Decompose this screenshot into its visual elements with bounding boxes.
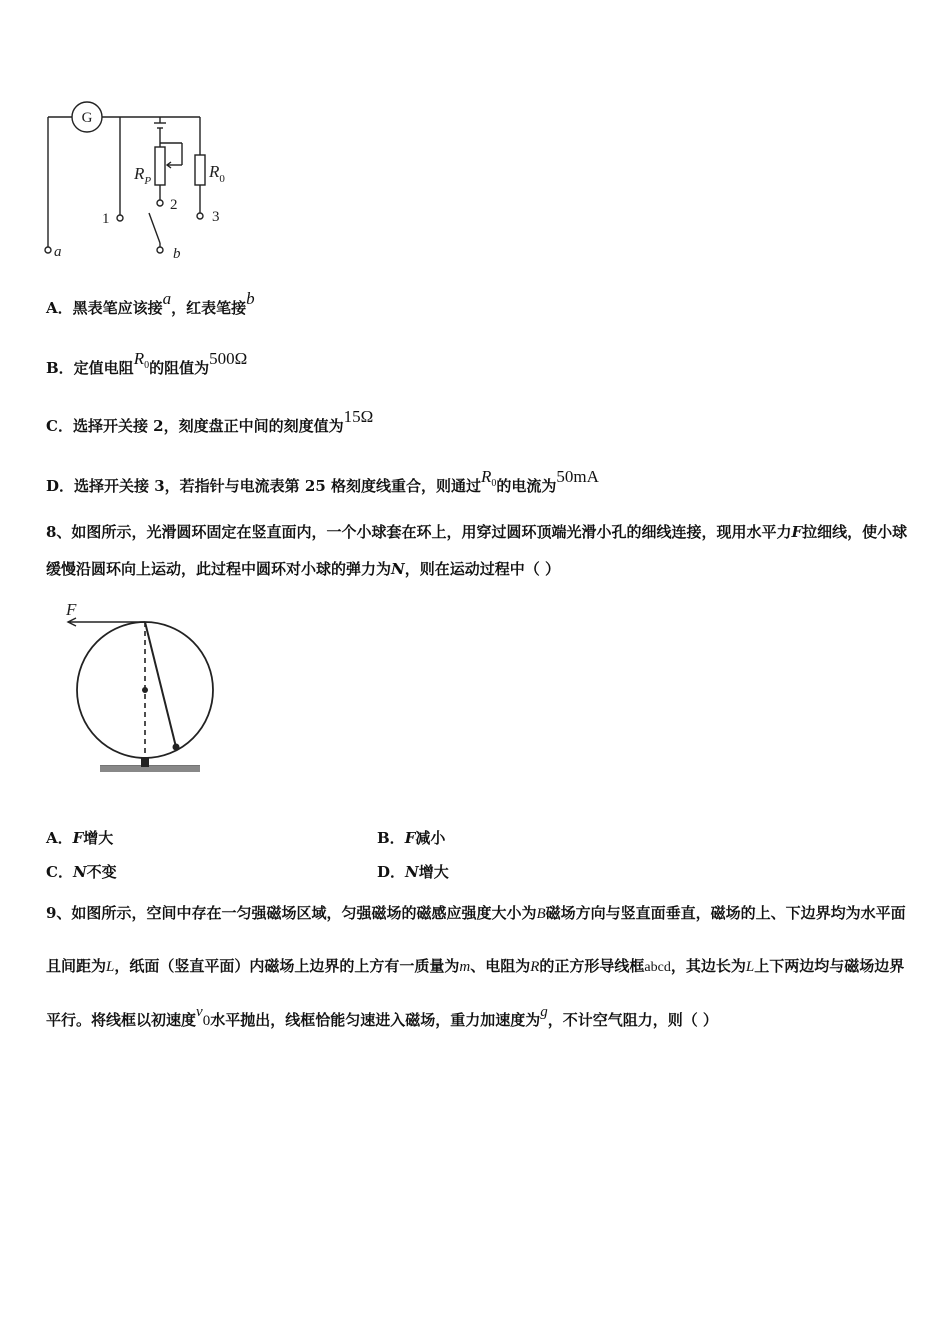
q9-var-l1: L (106, 959, 115, 975)
q7-option-a-var-2: b (246, 289, 255, 308)
terminal-1-label: 1 (102, 211, 110, 227)
q9-var-m: m (459, 959, 471, 975)
q8-option-d-letter: D． (377, 863, 406, 881)
ring-figure (60, 595, 220, 780)
q7-option-a-prefix: A．黑表笔应该接 (46, 299, 163, 317)
rp-label (133, 164, 151, 187)
q9-text-1: 9、如图所示，空间中存在一匀强磁场区域，匀强磁场的磁感应强度大小为 (46, 904, 537, 922)
q8-option-b-var: F (404, 829, 416, 847)
terminal-a-label: a (54, 244, 62, 260)
q8-option-b (377, 827, 445, 848)
q7-option-d (46, 467, 599, 498)
q8-text-2: 拉细线，使小球缓慢沿圆环向上运动，此过程中圆环对小球的弹力为 (46, 523, 908, 578)
q9-var-v-sub: 0 (202, 1013, 211, 1029)
q8-option-c-letter: C． (46, 863, 73, 881)
q8-option-a-text: 增大 (83, 829, 114, 847)
q8-option-a-letter: A． (46, 829, 73, 847)
terminal-3-label: 3 (212, 209, 220, 225)
q7-option-a-var-1: a (162, 289, 172, 308)
q8-option-a-var: F (72, 829, 84, 847)
q7-option-a-mid: ，红表笔接 (171, 299, 247, 317)
q7-option-c-value: 15Ω (343, 407, 374, 426)
q8-text-1: 8、如图所示，光滑圆环固定在竖直面内，一个小球套在环上，用穿过圆环顶端光滑小孔的细线连接，现用水平力 (46, 523, 792, 541)
q9-var-b: B (536, 906, 546, 922)
galvanometer-label: G (81, 110, 93, 126)
figure-force-label: F (66, 600, 77, 619)
q7-option-d-symbol-sub: 0 (491, 478, 497, 489)
rp-label-sub: P (144, 175, 152, 187)
q9-text-2: 磁场方向与竖直面垂直，磁场的上、下边界均为水平面且间距为 (46, 904, 906, 975)
circuit-diagram (40, 95, 250, 270)
q7-option-c (46, 407, 374, 436)
r0-label-sub: 0 (219, 173, 225, 185)
q8-option-d-var: N (405, 863, 419, 881)
q8-option-d (377, 861, 449, 882)
q9-text-9: ，不计空气阻力，则（ ） (547, 1011, 718, 1029)
q9-var-v: v (196, 1004, 203, 1020)
terminal-b-label: b (173, 246, 181, 262)
q8-option-a (46, 827, 113, 848)
q8-option-c-text: 不变 (86, 863, 117, 881)
q7-option-b-symbol: R (133, 349, 145, 368)
q9-var-abcd: abcd (644, 960, 671, 975)
q7-option-d-mid: 的电流为 (496, 477, 557, 495)
q8-var-n: N (391, 560, 405, 578)
q8-option-b-letter: B． (377, 829, 405, 847)
q9-text-8: 水平抛出，线框恰能匀速进入磁场，重力加速度为 (210, 1011, 541, 1029)
q8-option-c (46, 861, 117, 882)
q9-var-l2: L (745, 959, 755, 975)
q7-option-b-prefix: B．定值电阻 (46, 359, 134, 377)
q9-text-7: 上下两边均与磁场边界平行。将线框以初速度 (46, 957, 905, 1029)
q7-option-d-value: 50mA (556, 467, 599, 486)
q7-option-c-prefix: C．选择开关接 2，刻度盘正中间的刻度值为 (46, 417, 344, 435)
r0-label (208, 162, 225, 185)
q7-option-d-symbol: R (481, 467, 492, 486)
q7-option-b-mid: 的阻值为 (149, 359, 210, 377)
q9-text-3: ，纸面（竖直平面）内磁场上边界的上方有一质量为 (114, 957, 460, 975)
q9-text-4: 、电阻为 (470, 957, 531, 975)
q7-option-a (46, 289, 255, 318)
q7-option-b (46, 349, 248, 380)
q8-text-3: ，则在运动过程中（ ） (404, 560, 560, 578)
q8-var-f: F (791, 523, 803, 541)
q9-text-6: ，其边长为 (670, 957, 746, 975)
q8-option-b-text: 减小 (415, 829, 446, 847)
rp-label-main: R (134, 164, 145, 183)
q7-option-b-symbol-sub: 0 (144, 360, 150, 371)
q9-var-g: g (540, 1004, 548, 1020)
q8-stem (46, 514, 912, 588)
terminal-2-label: 2 (170, 197, 178, 213)
q9-stem (46, 887, 912, 1051)
q9-var-r: R (530, 959, 540, 975)
q7-option-b-value: 500Ω (209, 349, 248, 368)
q7-option-d-prefix: D．选择开关接 3，若指针与电流表第 25 格刻度线重合，则通过 (46, 477, 481, 495)
q8-option-d-text: 增大 (418, 863, 449, 881)
r0-label-main: R (209, 162, 220, 181)
q9-text-5: 的正方形导线框 (539, 957, 645, 975)
q8-option-c-var: N (72, 863, 87, 881)
